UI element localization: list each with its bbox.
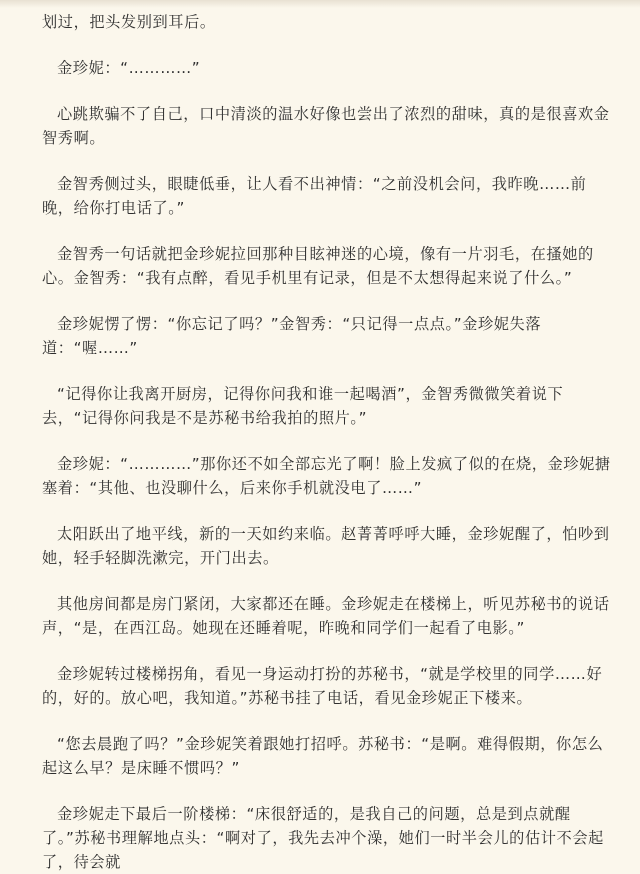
paragraph: 太阳跃出了地平线，新的一天如约来临。赵菁菁呼呼大睡，金珍妮醒了，怕吵到她，轻手轻脚洗漱完，开门出去。	[42, 525, 610, 567]
paragraph: 划过，把头发别到耳后。	[42, 13, 216, 31]
paragraph: 金珍妮愣了愣：“你忘记了吗？”金智秀：“只记得一点点。”金珍妮失落道：“喔……”	[42, 315, 542, 357]
paragraph: 金智秀侧过头，眼睫低垂，让人看不出神情：“之前没机会问，我昨晚……前晚，给你打电话了。”	[42, 175, 587, 217]
paragraph: “您去晨跑了吗？”金珍妮笑着跟她打招呼。苏秘书：“是啊。难得假期，你怎么起这么早？是床睡不惯吗？”	[42, 735, 604, 777]
paragraph: 其他房间都是房门紧闭，大家都还在睡。金珍妮走在楼梯上，听见苏秘书的说话声，“是，在西江岛。她现在还睡着呢，昨晚和同学们一起看了电影。”	[42, 595, 610, 637]
paragraph: 金珍妮：“…………”	[57, 59, 201, 77]
paragraph: “记得你让我离开厨房，记得你问我和谁一起喝酒”，金智秀微微笑着说下去，“记得你问我是不是苏秘书给我拍的照片。”	[42, 385, 564, 427]
paragraph: 心跳欺骗不了自己，口中清淡的温水好像也尝出了浓烈的甜味，真的是很喜欢金智秀啊。	[42, 105, 610, 147]
paragraph: 金珍妮：“…………”那你还不如全部忘光了啊！脸上发疯了似的在烧，金珍妮搪塞着：“其他、也没聊什么，后来你手机就没电了……”	[42, 455, 611, 497]
paragraph: 金珍妮走下最后一阶楼梯：“床很舒适的，是我自己的问题，总是到点就醒了。”苏秘书理解地点头：“啊对了，我先去冲个澡，她们一时半会儿的估计不会起了，待会就	[42, 805, 604, 871]
paragraph: 金智秀一句话就把金珍妮拉回那种目眩神迷的心境，像有一片羽毛，在搔她的心。金智秀：“我有点醉，看见手机里有记录，但是不太想得起来说了什么。”	[42, 245, 594, 287]
paragraph: 金珍妮转过楼梯拐角，看见一身运动打扮的苏秘书，“就是学校里的同学……好的，好的。放心吧，我知道。”苏秘书挂了电话，看见金珍妮正下楼来。	[42, 665, 603, 707]
top-edge-shadow	[0, 0, 640, 8]
